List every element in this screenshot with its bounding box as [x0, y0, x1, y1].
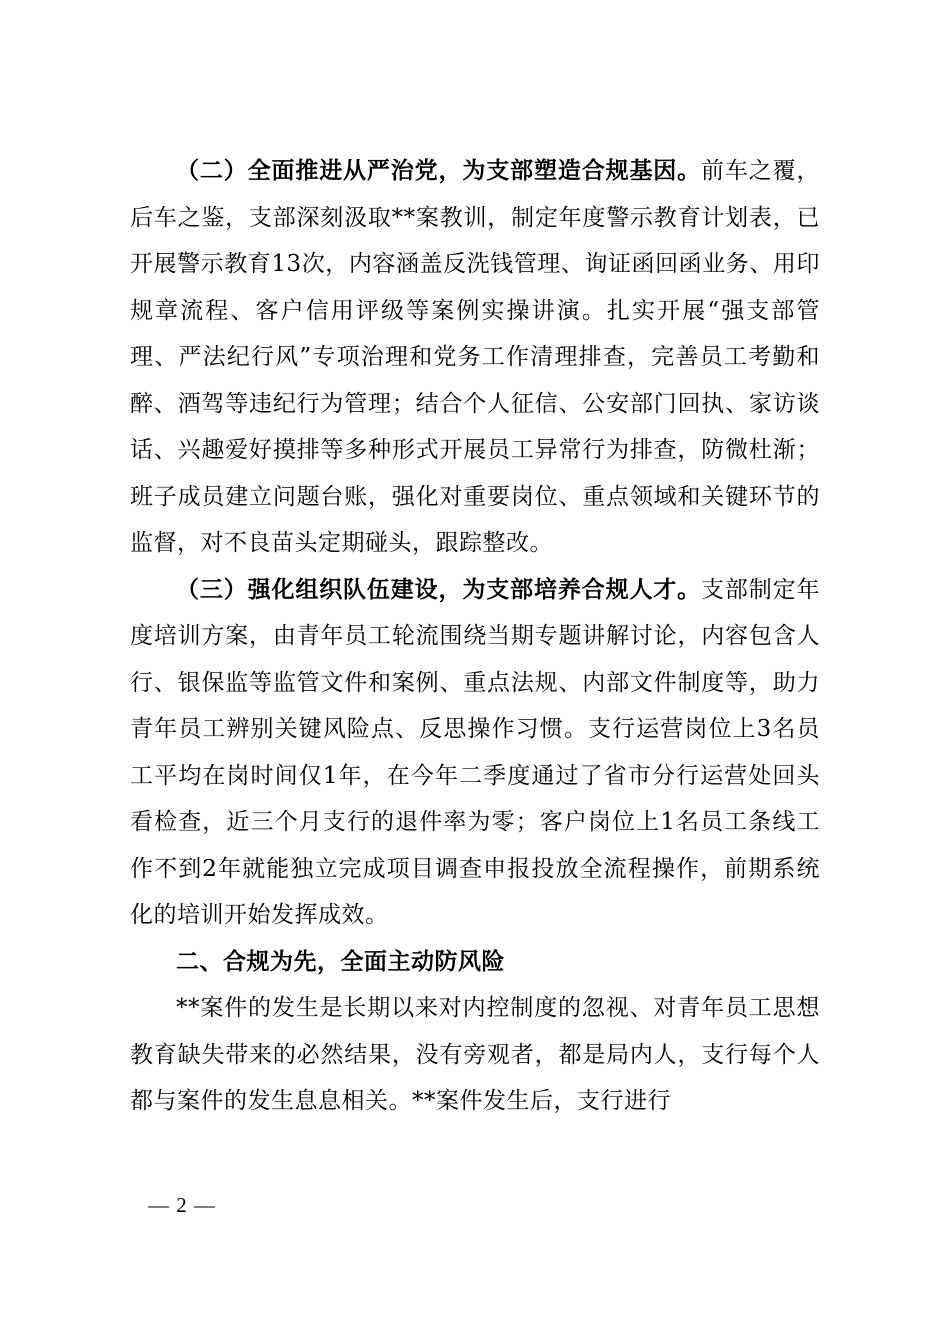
paragraph-case-analysis-body: **案件的发生是长期以来对内控制度的忽视、对青年员工思想教育缺失带来的必然结果，没有旁观者，都是局内人，支行每个人都与案件的发生息息相关。**案件发生后，支行进行: [130, 995, 820, 1114]
paragraph-case-analysis: [130, 985, 820, 1125]
paragraph-team-building-body: 支部制定年度培训方案，由青年员工轮流围绕当期专题讲解讨论，内容包含人行、银保监等监管文件和案例、重点法规、内部文件制度等，助力青年员工辨别关键风险点、反思操作习惯。支行运营岗位上3名员工平均在岗时间仅1年，在今年二季度通过了省市分行运营处回头看检查，近三个月支行的退件率为零；客户岗位上1名员工条线工作不到2年就能独立完成项目调查申报投放全流程操作，前期系统化的培训开始发挥成效。: [130, 576, 821, 928]
section-heading: 二、合规为先，全面主动防风险: [176, 948, 505, 975]
paragraph-discipline: [130, 148, 820, 567]
paragraph-team-building-lead: （三）强化组织队伍建设，为支部培养合规人才。: [176, 575, 702, 603]
paragraph-team-building: [130, 567, 820, 939]
paragraph-discipline-body: 前车之覆，后车之鉴，支部深刻汲取**案教训，制定年度警示教育计划表，已开展警示教育13次，内容涵盖反洗钱管理、询证函回函业务、用印规章流程、客户信用评级等案例实操讲演。扎实开展“强支部管理、严法纪行风”专项治理和党务工作清理排查，完善员工考勤和醉、酒驾等违纪行为管理；结合个人征信、公安部门回执、家访谈话、兴趣爱好摸排等多种形式开展员工异常行为排查，防微杜渐；班子成员建立问题台账，强化对重要岗位、重点领域和关键环节的监督，对不良苗头定期碰头，跟踪整改。: [130, 158, 821, 556]
page-number: — 2 —: [148, 1193, 216, 1217]
paragraph-discipline-lead: （二）全面推进从严治党，为支部塑造合规基因。: [176, 157, 702, 184]
document-body: [130, 148, 820, 1125]
